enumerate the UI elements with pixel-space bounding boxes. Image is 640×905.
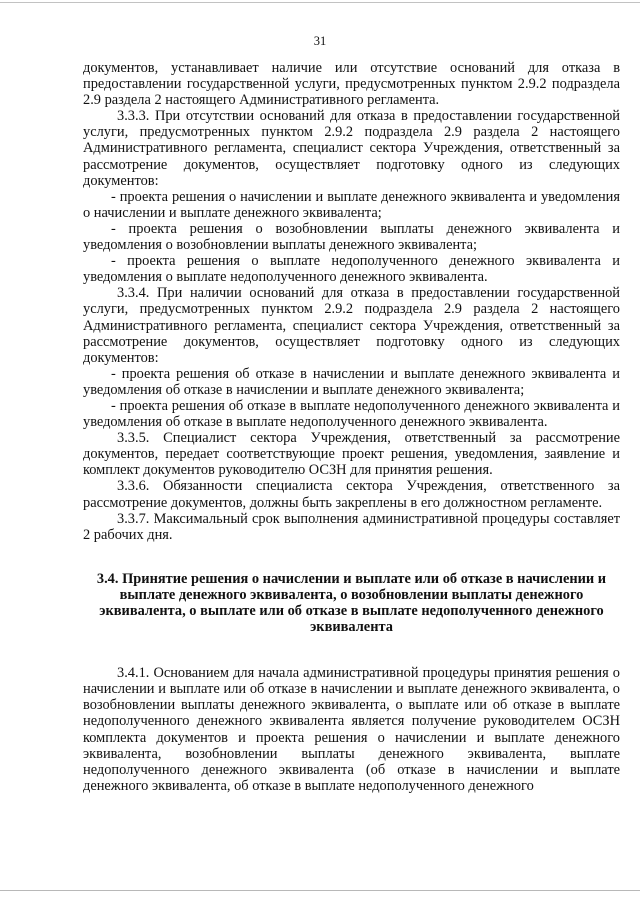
scan-edge-top <box>0 2 640 3</box>
page-number: 31 <box>313 34 327 48</box>
subsection-3-4-body <box>83 665 620 794</box>
paragraph-3-4-1: 3.4.1. Основанием для начала административной процедуры принятия решения о начислении и выплате или об отказе в начислении и выплате денежного эквивалента, о возобновлении выплаты денежного эквивалента, о выплате или об отказе в выплате недополученного денежного эквивалента является получение руководителем ОСЗН комплекта документов и проекта решения о начислении и выплате денежного эквивалента, возобновлении выплаты денежного эквивалента, выплате недополученного денежного эквивалента (об отказе в начислении и выплате денежного эквивалента, об отказе в выплате недополученного денежного <box>83 665 620 794</box>
paragraph-3-3-7: 3.3.7. Максимальный срок выполнения административной процедуры составляет 2 рабочих дня. <box>83 510 620 543</box>
subsection-3-3-body <box>83 60 620 543</box>
paragraph-3-3-6: 3.3.6. Обязанности специалиста сектора Учреждения, ответственного за рассмотрение документов, должны быть закреплены в его должностном регламенте. <box>83 478 620 511</box>
continuation-paragraph: документов, устанавливает наличие или отсутствие оснований для отказа в предоставлении государственной услуги, предусмотренных пунктом 2.9.2 подраздела 2.9 раздела 2 настоящего Административного регламента. <box>83 60 620 109</box>
paragraph-3-3-5: 3.3.5. Специалист сектора Учреждения, ответственный за рассмотрение документов, передает соответствующие проект решения, уведомления, заявление и комплект документов руководителю ОСЗН для принятия решения. <box>83 430 620 479</box>
list-item: - проекта решения о выплате недополученного денежного эквивалента и уведомления о выплате недополученного денежного эквивалента. <box>83 253 620 286</box>
paragraph-3-3-3: 3.3.3. При отсутствии оснований для отказа в предоставлении государственной услуги, предусмотренных пунктом 2.9.2 подраздела 2.9 раздела 2 настоящего Административного регламента, специалист сектора Учреждения, ответственный за рассмотрение документов, осуществляет подготовку одного из следующих документов: <box>83 108 620 189</box>
document-body <box>83 60 620 794</box>
paragraph-3-3-4: 3.3.4. При наличии оснований для отказа в предоставлении государственной услуги, предусмотренных пунктом 2.9.2 подраздела 2.9 раздела 2 настоящего Административного регламента, специалист сектора Учреждения, ответственный за рассмотрение документов, осуществляет подготовку одного из следующих документов: <box>83 285 620 366</box>
list-item: - проекта решения о начислении и выплате денежного эквивалента и уведомления о начислении и выплате денежного эквивалента; <box>83 188 620 221</box>
section-heading: 3.4. Принятие решения о начислении и выплате или об отказе в начислении и выплате денежного эквивалента, о возобновлении выплаты денежного эквивалента, о выплате или об отказе в выплате недополученного денежного эквивалента <box>96 570 607 636</box>
list-item: - проекта решения об отказе в начислении и выплате денежного эквивалента и уведомления об отказе в начислении и выплате денежного эквивалента; <box>83 365 620 398</box>
list-item: - проекта решения об отказе в выплате недополученного денежного эквивалента и уведомления об отказе в выплате недополученного денежного эквивалента. <box>83 397 620 431</box>
scan-edge-bottom <box>0 890 640 891</box>
list-item: - проекта решения о возобновлении выплаты денежного эквивалента и уведомления о возобновлении выплаты денежного эквивалента; <box>83 220 620 254</box>
